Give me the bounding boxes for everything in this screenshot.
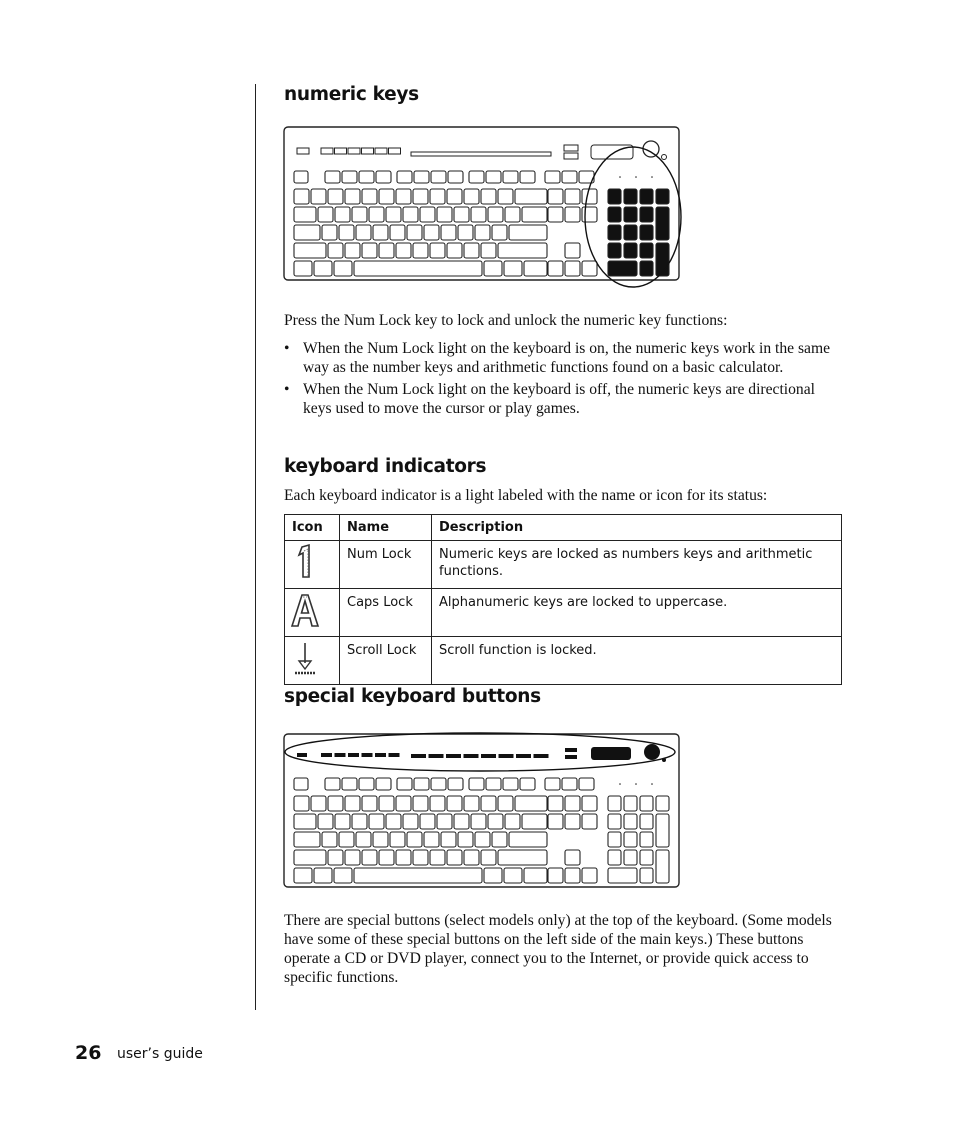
footer-guide-name: user’s guide — [117, 1046, 203, 1062]
table-row — [285, 637, 842, 685]
col-header-name: Name — [340, 515, 432, 541]
num-lock-1-icon — [289, 543, 321, 581]
bullet-num-lock-on: • When the Num Lock light on the keyboard is on, the numeric keys work in the same way as the number keys and arithmetic functions found on a basic calculator. — [284, 339, 844, 377]
indicator-name: Caps Lock — [340, 589, 432, 637]
indicator-table — [284, 514, 842, 685]
special-buttons-text: There are special buttons (select models only) at the top of the keyboard. (Some models have some of these special buttons on the left side of the main keys.) These buttons operate a CD or DVD player, connect you to the Internet, or provide quick access to specific functions. — [284, 912, 832, 986]
table-row — [285, 589, 842, 637]
heading-special-buttons: special keyboard buttons — [284, 686, 541, 707]
heading-keyboard-indicators: keyboard indicators — [284, 456, 487, 477]
indicators-intro-text: Each keyboard indicator is a light labeled with the name or icon for its status: — [284, 487, 768, 504]
indicator-description: Alphanumeric keys are locked to uppercase. — [432, 589, 842, 637]
col-header-description: Description — [432, 515, 842, 541]
indicator-description: Scroll function is locked. — [432, 637, 842, 685]
scroll-lock-icon-cell — [285, 637, 340, 685]
heading-numeric-keys: numeric keys — [284, 84, 419, 105]
indicator-name: Num Lock — [340, 541, 432, 589]
page-number: 26 — [75, 1042, 102, 1064]
num-lock-icon-cell — [285, 541, 340, 589]
numeric-bullet-list — [284, 339, 844, 421]
col-header-icon: Icon — [285, 515, 340, 541]
table-row — [285, 541, 842, 589]
indicator-description: Numeric keys are locked as numbers keys and arithmetic functions. — [432, 541, 842, 589]
caps-lock-icon-cell — [285, 589, 340, 637]
keyboard-numeric-keypad-illustration — [283, 125, 683, 290]
indicator-name: Scroll Lock — [340, 637, 432, 685]
keyboard-special-buttons-illustration — [283, 730, 683, 890]
caps-lock-A-icon — [289, 591, 321, 629]
margin-rule — [255, 84, 256, 1010]
numeric-intro-text: Press the Num Lock key to lock and unlock the numeric key functions: — [284, 312, 728, 329]
scroll-lock-arrow-icon — [289, 639, 321, 677]
bullet-num-lock-off: • When the Num Lock light on the keyboard is off, the numeric keys are directional keys used to move the cursor or play games. — [284, 380, 844, 418]
table-header-row — [285, 515, 842, 541]
